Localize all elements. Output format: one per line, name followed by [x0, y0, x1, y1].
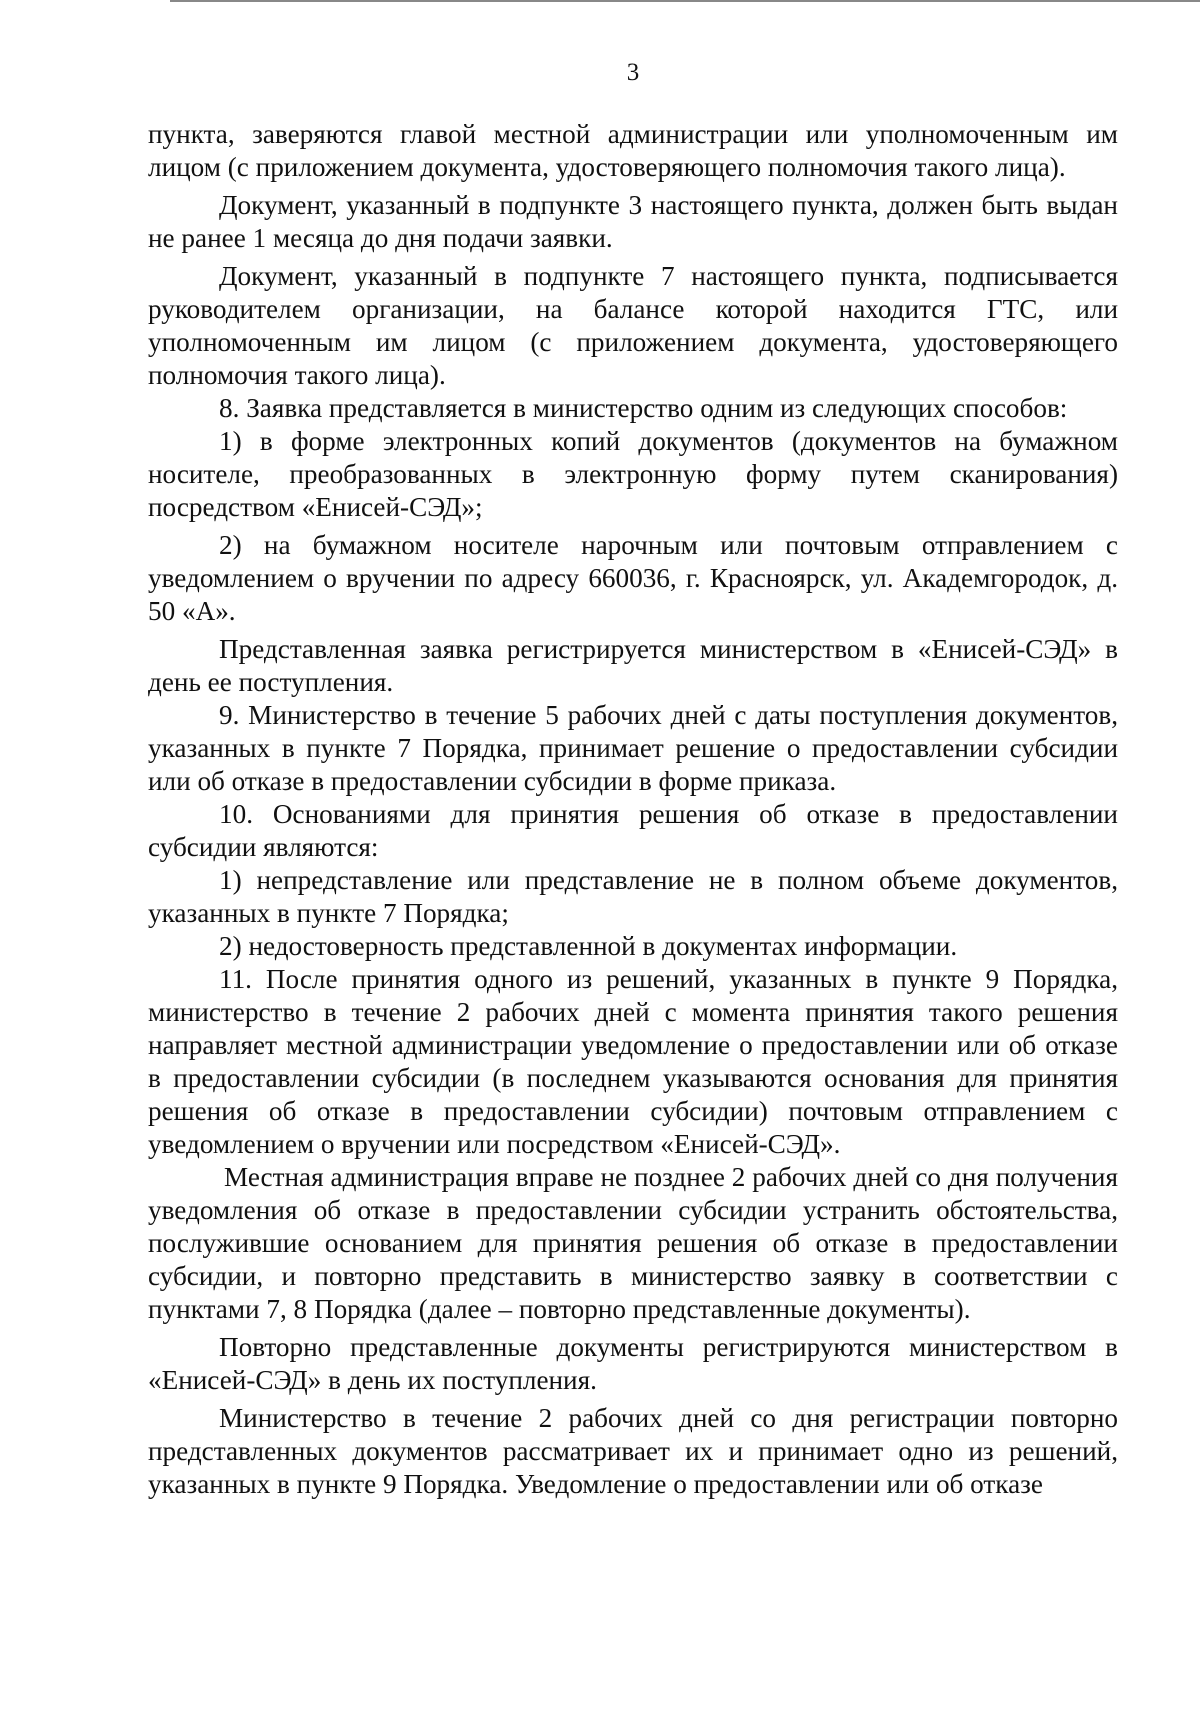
paragraph-item-10-subitem-1: 1) непредставление или представление не в полном объеме документов, указанных в пункте 7 Порядка; — [148, 865, 1118, 928]
paragraph-item-10: 10. Основаниями для принятия решения об отказе в предоставлении субсидии являются: — [148, 799, 1118, 862]
page-number: 3 — [626, 59, 640, 86]
paragraph-item-10-subitem-2: 2) недостоверность представленной в документах информации. — [219, 931, 958, 961]
paragraph-document-subitem-3: Документ, указанный в подпункте 3 настоящего пункта, должен быть выдан не ранее 1 месяца до дня подачи заявки. — [148, 190, 1118, 253]
paragraph-item-8-subitem-1: 1) в форме электронных копий документов (документов на бумажном носителе, преобразованных в электронную форму путем сканирования) посредством «Енисей-СЭД»; — [148, 426, 1118, 522]
paragraph-item-11: 11. После принятия одного из решений, указанных в пункте 9 Порядка, министерство в течение 2 рабочих дней с момента принятия такого решения направляет местной администрации уведомление о предоставлении или об отказе в предоставлении субсидии (в последнем указываются основания для принятия решения об отказе в предоставлении субсидии) почтовым отправлением с уведомлением о вручении или посредством «Енисей-СЭД». — [148, 964, 1118, 1159]
paragraph-item-8: 8. Заявка представляется в министерство одним из следующих способов: — [219, 393, 1068, 423]
scan-top-edge-line — [170, 0, 1200, 2]
paragraph-resubmitted-registration: Повторно представленные документы регистрируются министерством в «Енисей-СЭД» в день их поступления. — [148, 1332, 1118, 1395]
paragraph-document-subitem-7: Документ, указанный в подпункте 7 настоящего пункта, подписывается руководителем организации, на балансе которой находится ГТС, или уполномоченным им лицом (с приложением документа, удостоверяющего полномочия такого лица). — [148, 261, 1118, 390]
paragraph-resubmitted-review: Министерство в течение 2 рабочих дней со дня регистрации повторно представленных документов рассматривает их и принимает одно из решений, указанных в пункте 9 Порядка. Уведомление о предоставлении или об отказе — [148, 1403, 1118, 1499]
paragraph-application-registration: Представленная заявка регистрируется министерством в «Енисей-СЭД» в день ее поступления. — [148, 634, 1118, 697]
paragraph-local-administration-right: Местная администрация вправе не позднее 2 рабочих дней со дня получения уведомления об отказе в предоставлении субсидии устранить обстоятельства, послужившие основанием для принятия решения об отказе в предоставлении субсидии, и повторно представить в министерство заявку в соответствии с пунктами 7, 8 Порядка (далее – повторно представленные документы). — [148, 1162, 1118, 1324]
paragraph-item-9: 9. Министерство в течение 5 рабочих дней с даты поступления документов, указанных в пункте 7 Порядка, принимает решение о предоставлении субсидии или об отказе в предоставлении субсидии в форме приказа. — [148, 700, 1118, 796]
paragraph-item-8-subitem-2: 2) на бумажном носителе нарочным или почтовым отправлением с уведомлением о вручении по адресу 660036, г. Красноярск, ул. Академгородок, д. 50 «А». — [148, 530, 1118, 626]
paragraph-continuation: пункта, заверяются главой местной администрации или уполномоченным им лицом (с приложением документа, удостоверяющего полномочия такого лица). — [148, 119, 1118, 182]
document-body — [148, 118, 1118, 1501]
